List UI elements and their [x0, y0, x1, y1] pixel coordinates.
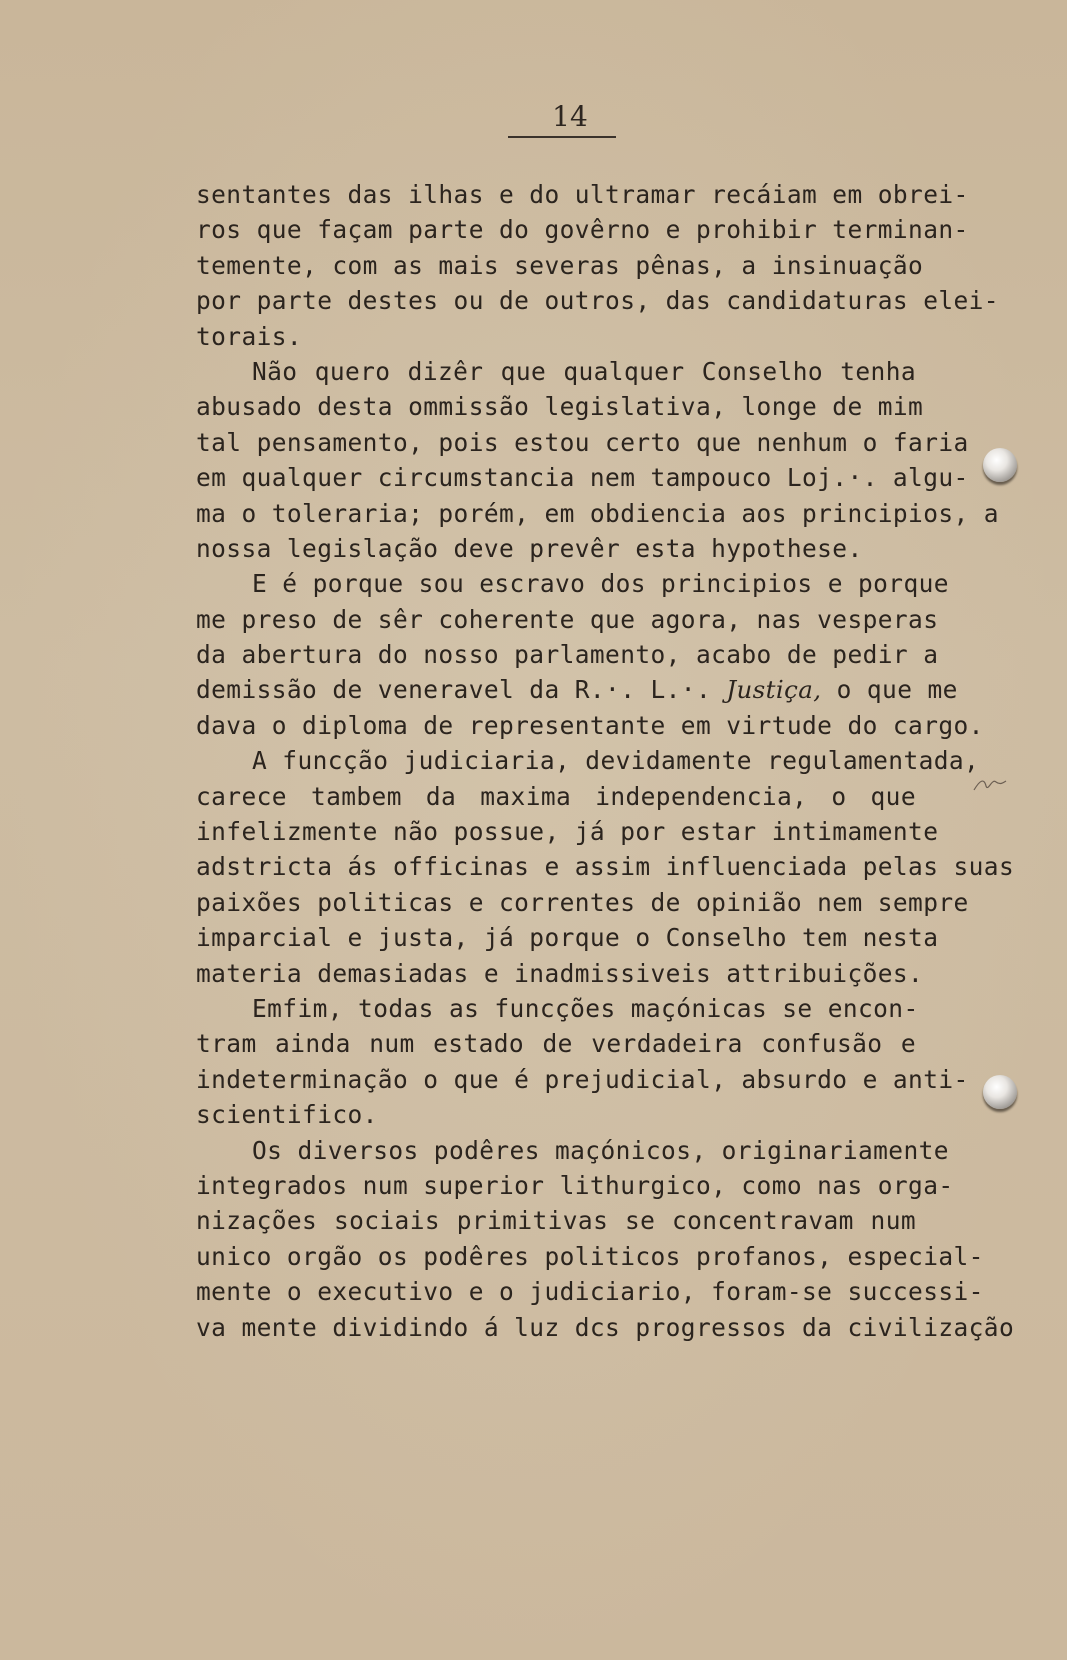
text-line: ros que façam parte do govêrno e prohibir terminan-	[196, 215, 969, 245]
text-line: nossa legislação deve prevêr esta hypothese.	[196, 533, 863, 563]
text-line: A funcção judiciaria, devidamente regulamentada,	[252, 746, 980, 776]
text-line: sentantes das ilhas e do ultramar recáiam em obrei-	[196, 180, 969, 209]
page-number-rule	[508, 136, 616, 138]
punch-hole-bottom	[983, 1075, 1017, 1109]
punch-hole-top	[983, 448, 1017, 482]
text-line: tram ainda num estado de verdadeira confusão e	[196, 1029, 916, 1059]
text-line: dava o diploma de representante em virtude do cargo.	[196, 710, 984, 740]
text-line: por parte destes ou de outros, das candidaturas elei-	[196, 286, 999, 316]
text-line: unico orgão os podêres politicos profanos, especial-	[196, 1241, 984, 1271]
text-line: infelizmente não possue, já por estar intimamente	[196, 817, 939, 847]
text-line: integrados num superior lithurgico, como nas orga-	[196, 1170, 954, 1200]
text-line: Não quero dizêr que qualquer Conselho tenha	[252, 356, 916, 386]
text-segment: demissão de veneravel da R.·. L.·.	[196, 675, 712, 705]
text-line: torais.	[196, 321, 303, 351]
text-line: scientifico.	[196, 1100, 378, 1130]
text-segment: o que me	[836, 675, 958, 705]
text-line: tal pensamento, pois estou certo que nenhum o faria	[196, 427, 969, 457]
text-line: E é porque sou escravo dos principios e porque	[252, 569, 949, 599]
text-line: nizações sociais primitivas se concentravam num	[196, 1206, 916, 1236]
text-line	[196, 672, 958, 707]
text-line: va mente dividindo á luz dcs progressos da civilização	[196, 1312, 1015, 1342]
text-line: materia demasiadas e inadmissiveis attribuições.	[196, 958, 924, 988]
italic-word: Justiça,	[726, 675, 822, 705]
text-line: paixões politicas e correntes de opinião nem sempre	[196, 887, 969, 917]
text-line: mente o executivo e o judiciario, foram-se successi-	[196, 1277, 984, 1307]
text-line: indeterminação o que é prejudicial, absurdo e anti-	[196, 1064, 969, 1094]
text-line: Os diversos podêres maçónicos, originariamente	[252, 1135, 949, 1165]
text-line: imparcial e justa, já porque o Conselho tem nesta	[196, 923, 939, 953]
page-number: 14	[552, 100, 588, 133]
pencil-mark	[972, 774, 1008, 794]
body-text	[196, 177, 1015, 1345]
text-line: da abertura do nosso parlamento, acabo de pedir a	[196, 640, 939, 670]
text-line: carece tambem da maxima independencia, o que	[196, 781, 916, 811]
text-line: em qualquer circumstancia nem tampouco Loj.·. algu-	[196, 463, 969, 493]
text-line: me preso de sêr coherente que agora, nas vesperas	[196, 604, 939, 634]
text-line: ma o toleraria; porém, em obdiencia aos principios, a	[196, 498, 999, 528]
text-line: Emfim, todas as funcções maçónicas se encon-	[252, 993, 919, 1023]
text-line: adstricta ás officinas e assim influenciada pelas suas	[196, 852, 1015, 882]
text-line: temente, com as mais severas pênas, a insinuação	[196, 250, 924, 280]
text-line: abusado desta ommissão legislativa, longe de mim	[196, 392, 924, 422]
